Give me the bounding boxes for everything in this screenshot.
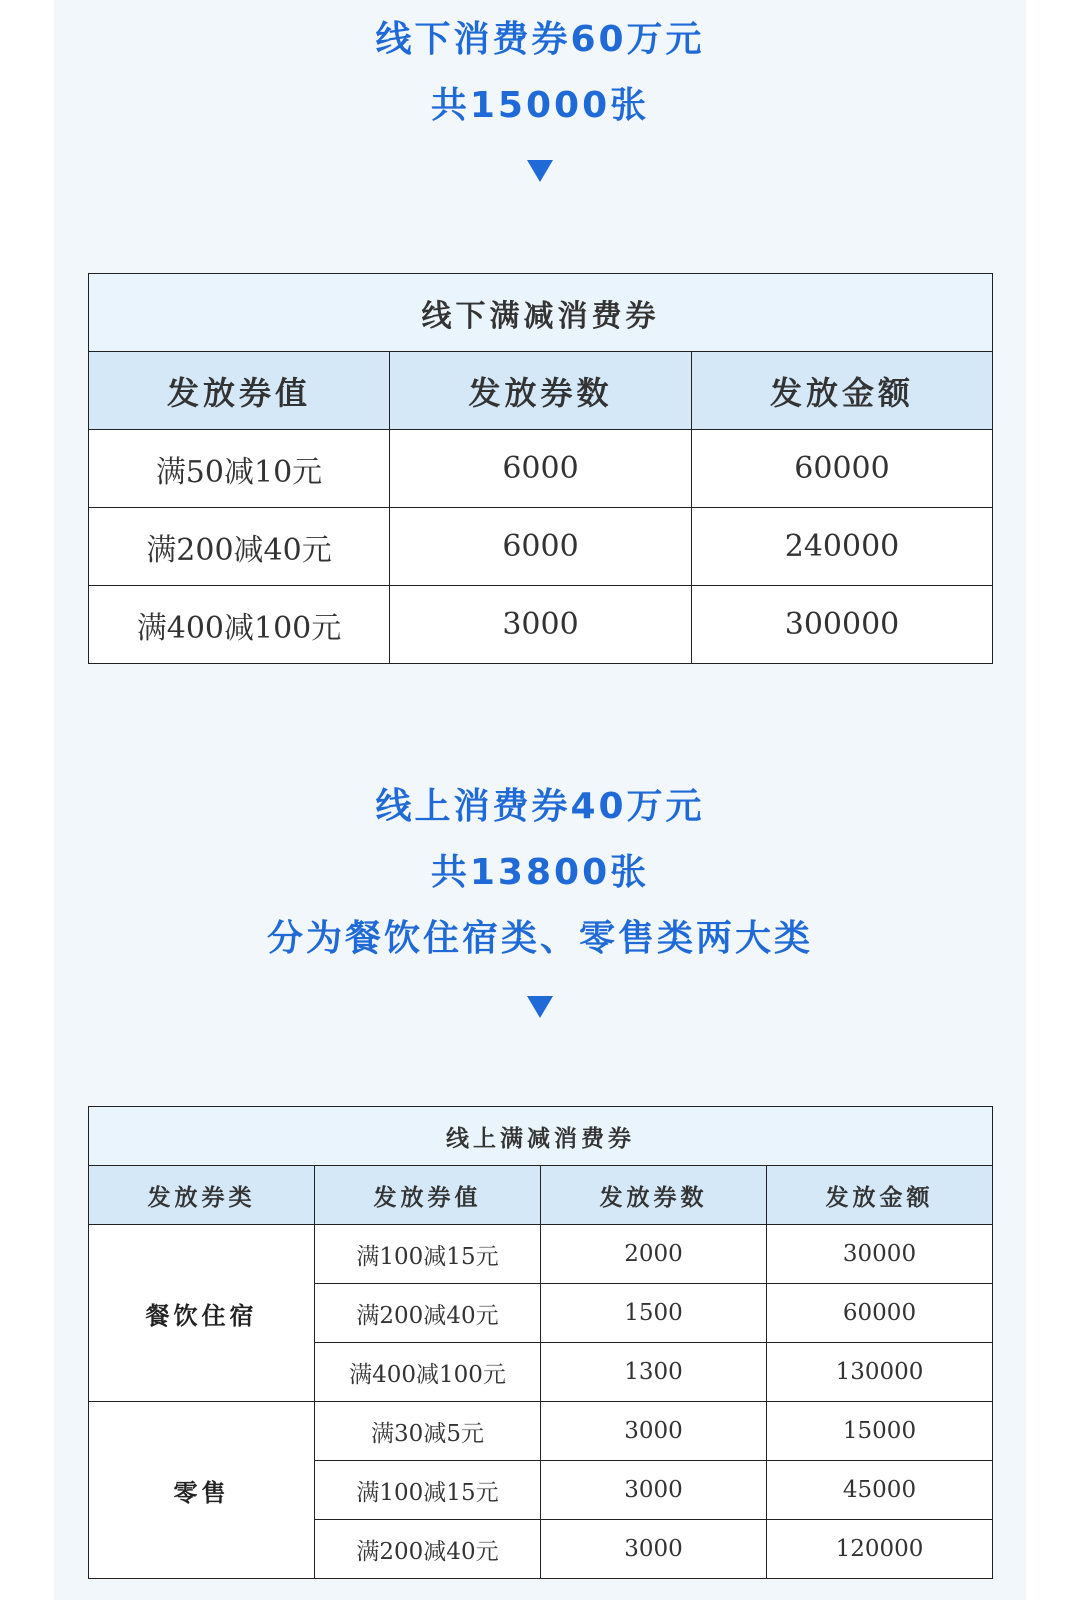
coupon-amount-cell: 120000 [767, 1520, 993, 1579]
coupon-amount-cell: 30000 [767, 1225, 993, 1284]
online-coupon-table [88, 1106, 993, 1579]
coupon-count-cell: 6000 [390, 430, 692, 508]
column-header: 发放券数 [390, 352, 692, 430]
column-header: 发放券值 [89, 352, 390, 430]
column-header: 发放金额 [767, 1166, 993, 1225]
coupon-count-cell: 3000 [541, 1461, 767, 1520]
offline-heading-total: 线下消费券60万元 [375, 19, 705, 60]
online-heading-total: 线上消费券40万元 [375, 786, 705, 827]
coupon-value-cell: 满200减40元 [315, 1520, 541, 1579]
online-heading-count: 共13800张 [430, 852, 650, 893]
column-header: 发放券数 [541, 1166, 767, 1225]
coupon-amount-cell: 60000 [692, 430, 993, 508]
table-title: 线上满减消费券 [89, 1107, 993, 1166]
coupon-count-cell: 6000 [390, 508, 692, 586]
table-row [89, 586, 993, 664]
coupon-amount-cell: 60000 [767, 1284, 993, 1343]
coupon-amount-cell: 45000 [767, 1461, 993, 1520]
column-header: 发放券值 [315, 1166, 541, 1225]
coupon-value-cell: 满50减10元 [89, 430, 390, 508]
offline-coupon-table [88, 273, 993, 664]
coupon-amount-cell: 240000 [692, 508, 993, 586]
coupon-amount-cell: 300000 [692, 586, 993, 664]
coupon-amount-cell: 130000 [767, 1343, 993, 1402]
online-heading-categories: 分为餐饮住宿类、零售类两大类 [266, 918, 813, 959]
coupon-count-cell: 3000 [541, 1520, 767, 1579]
table-row [89, 430, 993, 508]
category-cell: 零售 [89, 1402, 315, 1579]
table-row [89, 1402, 993, 1461]
coupon-value-cell: 满100减15元 [315, 1225, 541, 1284]
coupon-value-cell: 满400减100元 [315, 1343, 541, 1402]
down-arrow-icon [527, 996, 553, 1018]
column-header: 发放金额 [692, 352, 993, 430]
coupon-count-cell: 2000 [541, 1225, 767, 1284]
coupon-value-cell: 满100减15元 [315, 1461, 541, 1520]
column-header: 发放券类 [89, 1166, 315, 1225]
coupon-count-cell: 3000 [390, 586, 692, 664]
coupon-amount-cell: 15000 [767, 1402, 993, 1461]
coupon-value-cell: 满30减5元 [315, 1402, 541, 1461]
category-cell: 餐饮住宿 [89, 1225, 315, 1402]
coupon-count-cell: 1300 [541, 1343, 767, 1402]
table-row [89, 508, 993, 586]
coupon-value-cell: 满200减40元 [315, 1284, 541, 1343]
table-row [89, 1225, 993, 1284]
coupon-value-cell: 满200减40元 [89, 508, 390, 586]
table-title: 线下满减消费券 [89, 274, 993, 352]
coupon-count-cell: 1500 [541, 1284, 767, 1343]
offline-heading-count: 共15000张 [430, 85, 650, 126]
down-arrow-icon [527, 160, 553, 182]
coupon-count-cell: 3000 [541, 1402, 767, 1461]
coupon-value-cell: 满400减100元 [89, 586, 390, 664]
